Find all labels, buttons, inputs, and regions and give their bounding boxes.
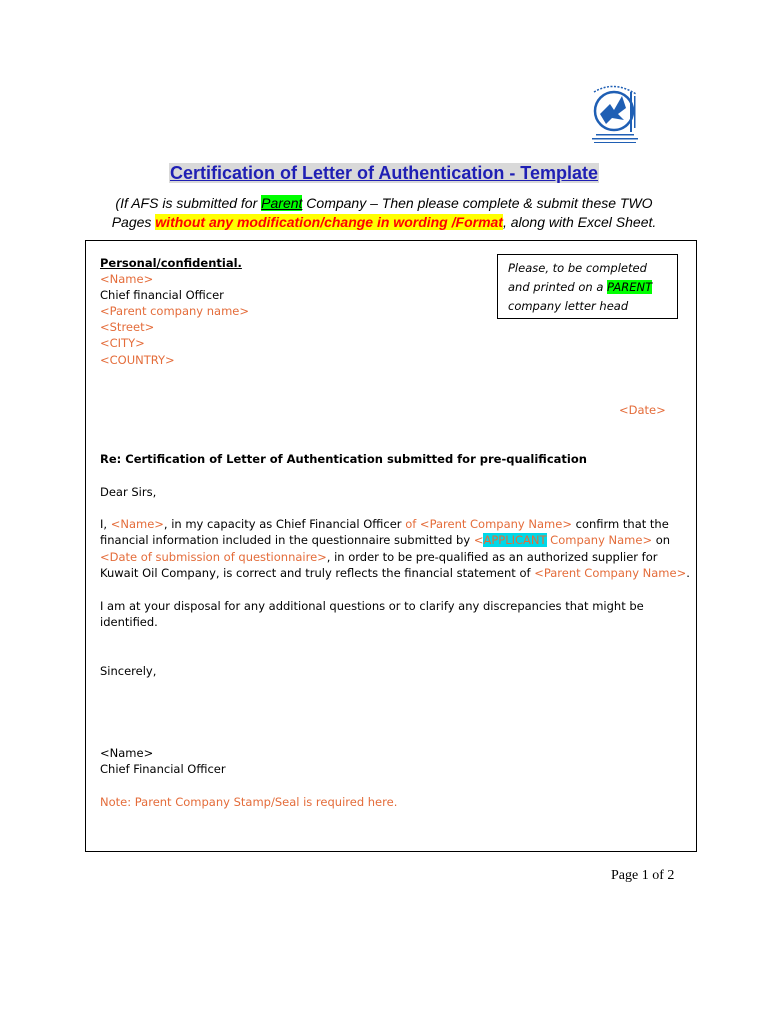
recipient-street: <Street> (100, 320, 155, 334)
letter-subject: Re: Certification of Letter of Authentication submitted for pre-qualification (100, 452, 587, 466)
body-text: Kuwait Oil Company, is correct and truly reflects the financial statement of (100, 566, 535, 580)
body-text: , in my capacity as Chief Financial Officer (163, 517, 406, 531)
body-text: I, (100, 517, 111, 531)
instruction-part: , along with Excel Sheet. (502, 214, 657, 230)
body-line (100, 565, 690, 581)
body-text: on (652, 533, 671, 547)
kuwait-oil-company-logo (584, 84, 654, 148)
confidential-label: Personal/confidential. (100, 256, 242, 270)
warning-highlight: without any modification/change in wording /Format (155, 214, 503, 230)
placeholder-bracket: < (473, 533, 484, 547)
body-line (100, 532, 670, 548)
note-line (508, 278, 677, 297)
placeholder-parent-company: of <Parent Company Name> (405, 517, 572, 531)
placeholder-parent-company: <Parent Company Name> (534, 566, 687, 580)
page-number: Page 1 of 2 (611, 868, 675, 883)
stamp-note: Note: Parent Company Stamp/Seal is required here. (100, 795, 398, 809)
document-title (0, 163, 768, 184)
signer-position: Chief Financial Officer (100, 762, 226, 776)
body-text: financial information included in the questionnaire submitted by (100, 533, 474, 547)
parent-highlight: PARENT (607, 280, 653, 294)
recipient-company: <Parent company name> (100, 304, 250, 318)
closing: Sincerely, (100, 664, 157, 678)
placeholder-submission-date: <Date of submission of questionnaire> (100, 550, 327, 564)
body-line: I am at your disposal for any additional questions or to clarify any discrepancies that might be (100, 599, 644, 613)
body-text: , in order to be pre-qualified as an authorized supplier for (326, 550, 658, 564)
placeholder-applicant-company: Company Name> (546, 533, 653, 547)
title-text: Certification of Letter of Authentication - Template (169, 163, 598, 183)
instruction-part: Pages (111, 214, 156, 230)
parent-highlight: Parent (261, 195, 303, 211)
placeholder-name: <Name> (110, 517, 164, 531)
salutation: Dear Sirs, (100, 485, 157, 499)
body-line (100, 549, 657, 565)
letter-date: <Date> (619, 403, 666, 417)
letterhead-note-box (497, 254, 678, 319)
body-line: identified. (100, 615, 158, 629)
note-line: company letter head (508, 299, 629, 313)
recipient-city: <CITY> (100, 336, 145, 350)
body-text: . (686, 566, 690, 580)
recipient-name: <Name> (100, 272, 154, 286)
instruction-part: (If AFS is submitted for (115, 195, 262, 211)
body-line (100, 516, 669, 532)
body-text: confirm that the (571, 517, 669, 531)
instruction-text (40, 194, 728, 232)
note-text: and printed on a (508, 280, 608, 294)
recipient-country: <COUNTRY> (100, 353, 175, 367)
recipient-position: Chief financial Officer (100, 288, 224, 302)
signer-name: <Name> (100, 746, 154, 760)
applicant-highlight: APPLICANT (483, 533, 547, 547)
instruction-part: Company – Then please complete & submit these TWO (302, 195, 653, 211)
note-line: Please, to be completed (508, 261, 647, 275)
